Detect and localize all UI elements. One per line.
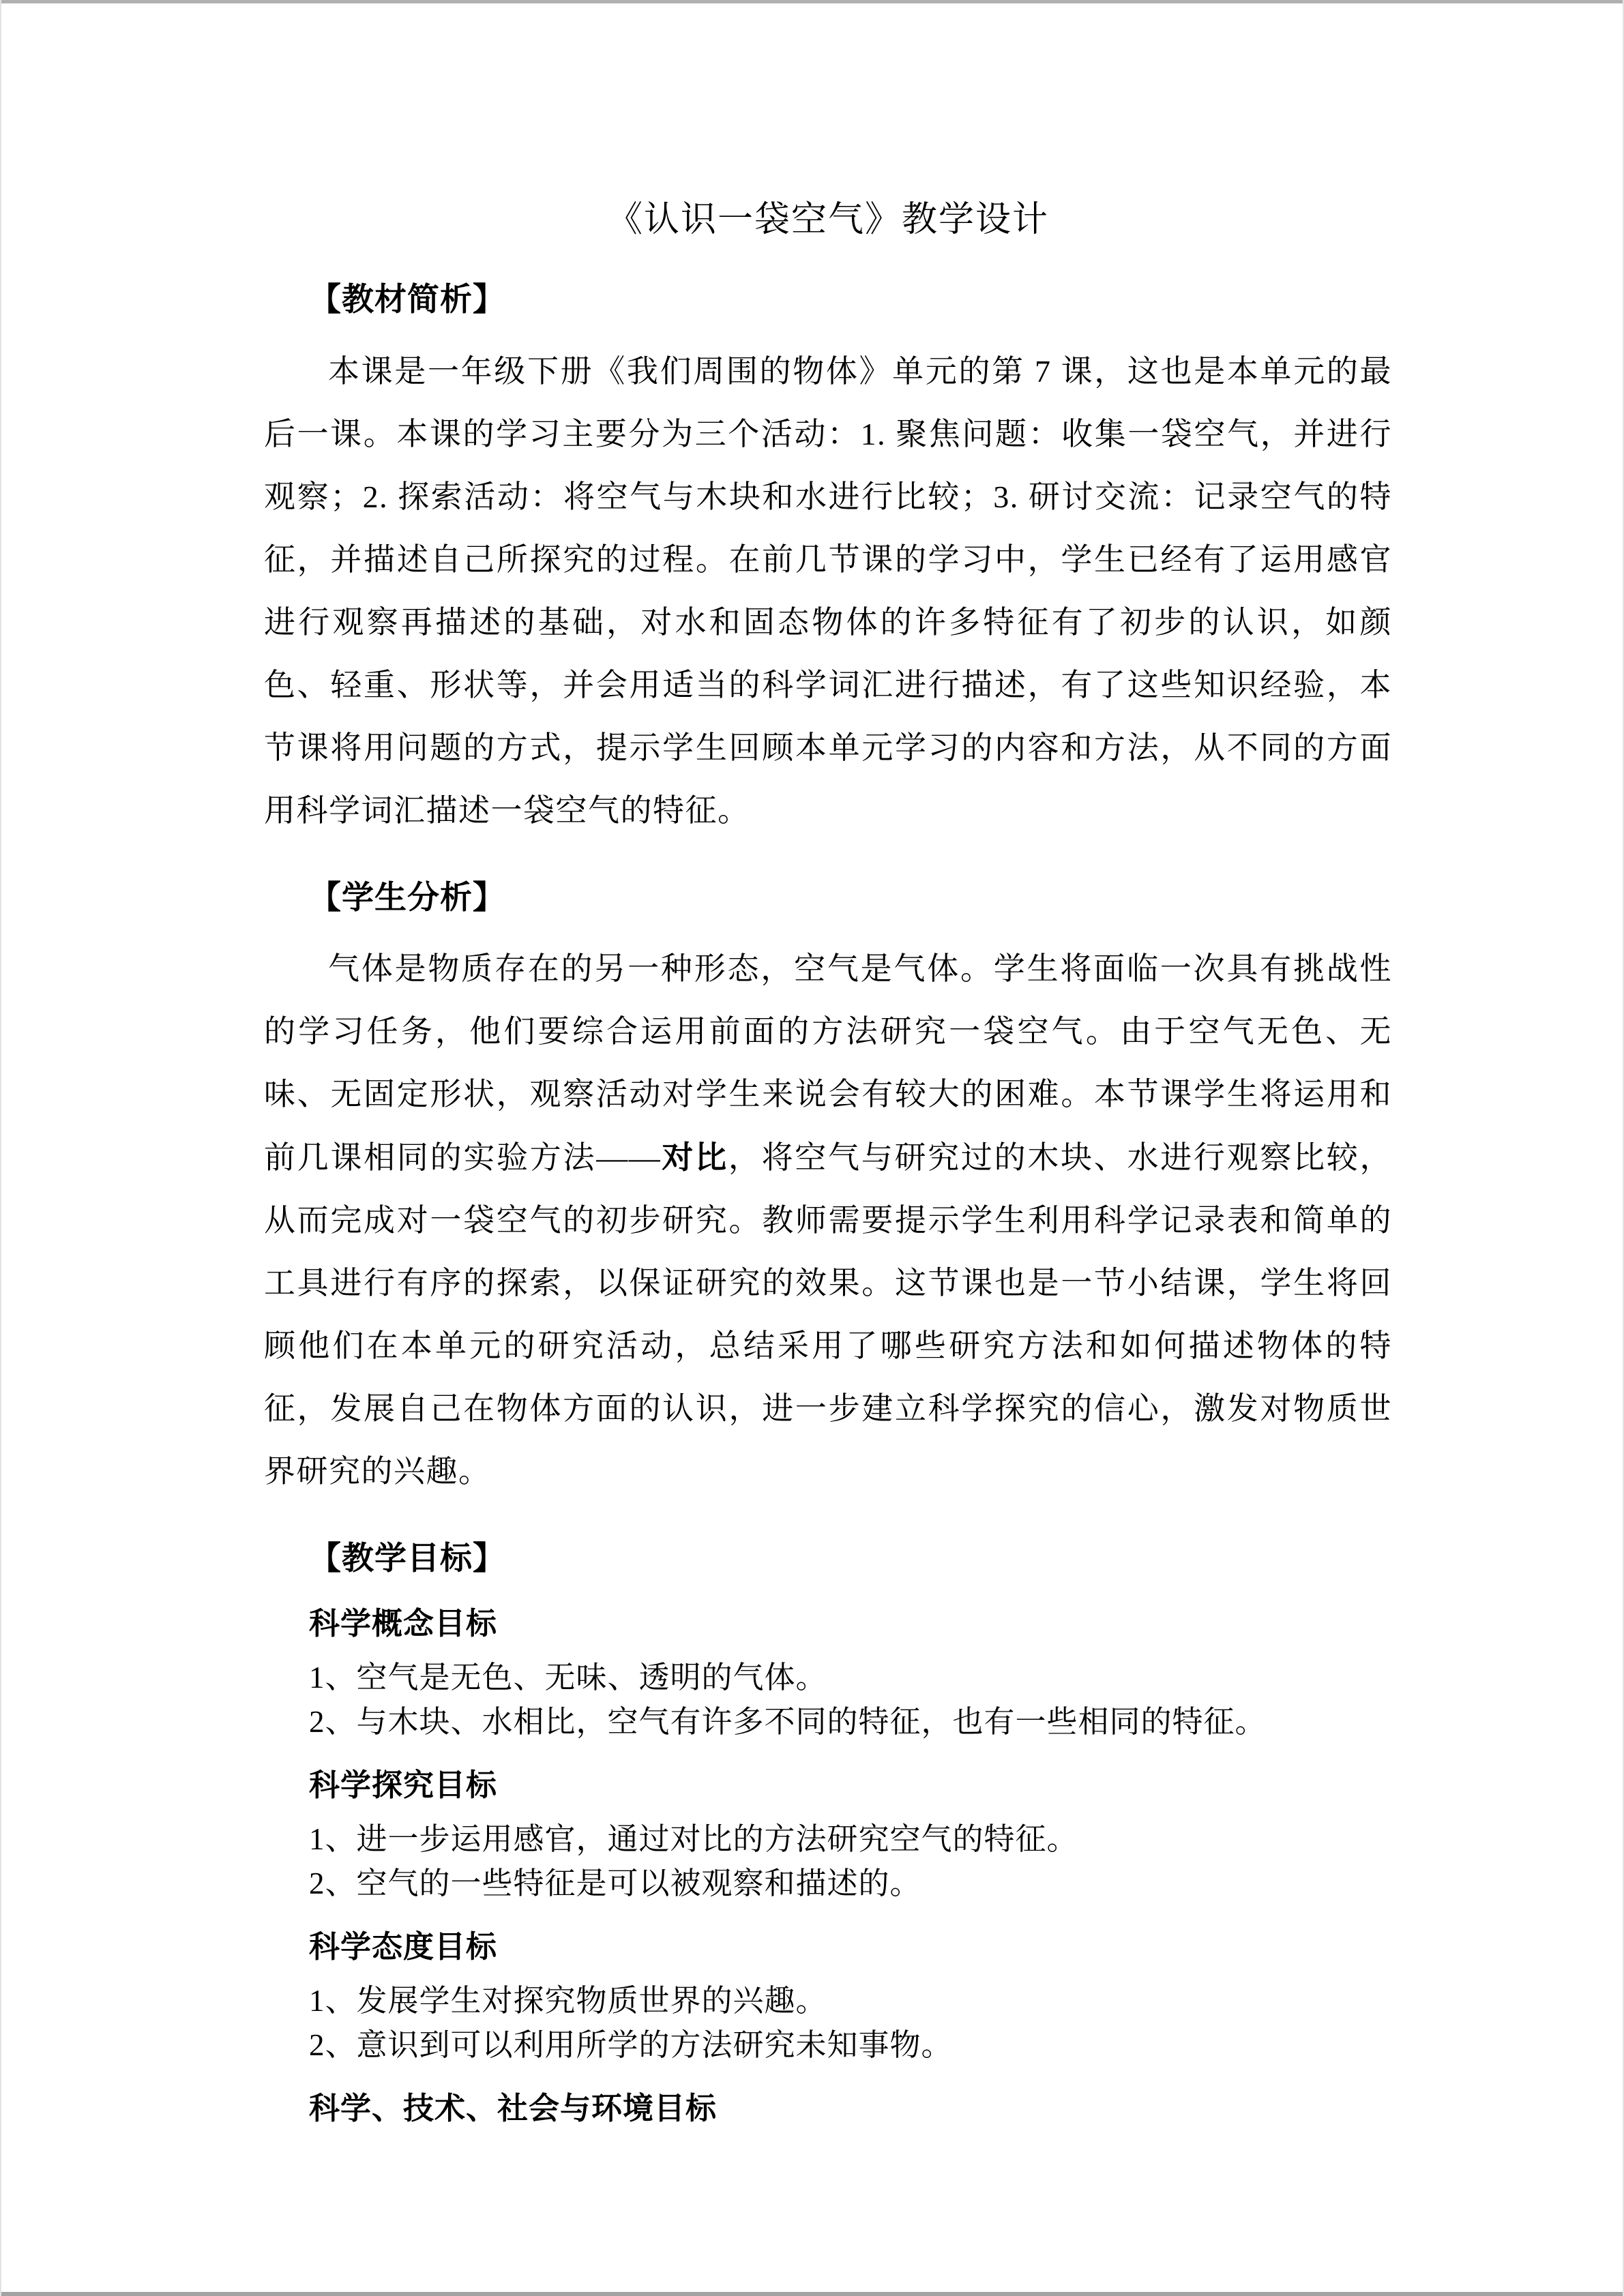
goal-group-inquiry	[264, 1763, 1392, 1906]
goal-item: 1、空气是无色、无味、透明的气体。	[309, 1660, 827, 1695]
para-material-analysis: 本课是一年级下册《我们周围的物体》单元的第 7 课，这也是本单元的最后一课。本课的学习主要分为三个活动：1. 聚焦问题：收集一袋空气，并进行观察；2. 探索活动：将空气与木块和水进行比较；3. 研讨交流：记录空气的特征，并描述自己所探究的过程。在前几节课的学习中，学生已经有了运用感官进行观察再描述的基础，对水和固态物体的许多特征有了初步的认识，如颜色、轻重、形状等，并会用适当的科学词汇进行描述，有了这些知识经验，本节课将用问题的方式，提示学生回顾本单元学习的内容和方法，从不同的方面用科学词汇描述一袋空气的特征。	[264, 353, 1392, 828]
student-para-text-before-bold: 气体是物质存在的另一种形态，空气是气体。学生将面临一次具有挑战性的学习任务，他们要综合运用前面的方法研究一袋空气。由于空气无色、无味、无固定形状，观察活动对学生来说会有较大的困难。本节课学生将运用和前几课相同的实验方法——	[264, 951, 1392, 1176]
goal-heading-inquiry: 科学探究目标	[309, 1767, 498, 1802]
goal-heading-attitude: 科学态度目标	[309, 1928, 498, 1964]
goal-item: 2、意识到可以利用所学的方法研究未知事物。	[309, 2027, 953, 2062]
student-para-bold-term: 对比	[661, 1139, 728, 1176]
goal-group-attitude	[264, 1925, 1392, 2068]
goal-item: 2、空气的一些特征是可以被观察和描述的。	[309, 1866, 921, 1900]
heading-material-analysis: 【教材简析】	[309, 281, 505, 318]
goal-item: 1、发展学生对探究物质世界的兴趣。	[309, 1983, 827, 2018]
doc-title: 《认识一袋空气》教学设计	[606, 200, 1049, 239]
goal-group-concept	[264, 1602, 1392, 1744]
student-para-text-after-bold: ，将空气与研究过的木块、水进行观察比较，从而完成对一袋空气的初步研究。教师需要提示学生利用科学记录表和简单的工具进行有序的探索，以保证研究的效果。这节课也是一节小结课，学生将回顾他们在本单元的研究活动，总结采用了哪些研究方法和如何描述物体的特征，发展自己在物体方面的认识，进一步建立科学探究的信心，激发对物质世界研究的兴趣。	[264, 1140, 1392, 1489]
page-bottom-edge	[1, 2292, 1623, 2296]
para-student-analysis	[264, 938, 1392, 1503]
page-top-edge	[1, 0, 1623, 3]
goal-group-stse	[264, 2087, 1392, 2130]
goal-item: 2、与木块、水相比，空气有许多不同的特征，也有一些相同的特征。	[309, 1704, 1267, 1739]
heading-student-analysis: 【学生分析】	[309, 878, 505, 915]
goal-heading-concept: 科学概念目标	[309, 1605, 498, 1641]
document-content	[1, 0, 1623, 2130]
heading-teaching-objectives: 【教学目标】	[309, 1540, 505, 1577]
goal-item: 1、进一步运用感官，通过对比的方法研究空气的特征。	[309, 1821, 1078, 1856]
goal-heading-stse: 科学、技术、社会与环境目标	[309, 2090, 718, 2126]
